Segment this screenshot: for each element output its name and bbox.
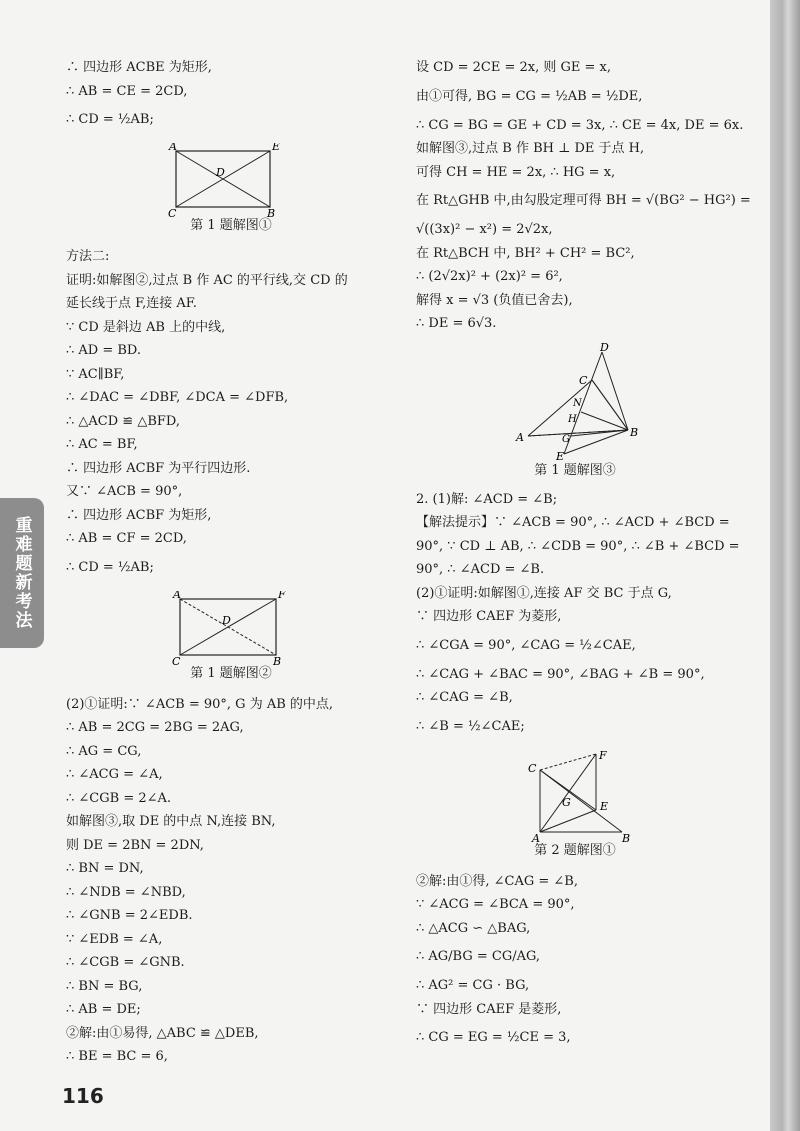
text-line: ∴ CG = BG = GE + CD = 3x, ∴ CE = 4x, DE = 6x. [416, 117, 744, 133]
text-line: ②解:由①易得, △ABC ≌ △DEB, [66, 1025, 259, 1041]
text-line: ∴ BN = DN, [66, 861, 144, 876]
text-line: ∵ 四边形 CAEF 为菱形, [416, 609, 562, 624]
text-line: 由①可得, BG = CG = ½AB = ½DE, [416, 88, 643, 104]
text-line: ∴ ∠CGA = 90°, ∠CAG = ½∠CAE, [416, 637, 636, 653]
text-line: ∴ (2√2x)² + (2x)² = 6², [416, 269, 563, 284]
text-line: 2. (1)解: ∠ACD = ∠B; [416, 491, 558, 507]
label-b: B [267, 207, 276, 217]
label-g: G [562, 433, 570, 445]
text-line: ∴ 四边形 ACBF 为矩形, [66, 507, 212, 523]
label-a: A [532, 831, 540, 842]
text-line: (2)①证明:∵ ∠ACB = 90°, G 为 AB 的中点, [66, 696, 334, 712]
figure-2 [66, 591, 396, 683]
text-line: ∴ AB = CF = 2CD, [66, 531, 187, 546]
text-line: ∴ ∠NDB = ∠NBD, [66, 884, 186, 900]
text-line: ∵ ∠EDB = ∠A, [66, 931, 163, 947]
text-line: ∴ △ACG ∽ △BAG, [416, 920, 531, 936]
text-line: 【解法提示】∵ ∠ACB = 90°, ∴ ∠ACD + ∠BCD = [416, 515, 730, 530]
text-line: ∴ BE = BC = 6, [66, 1049, 168, 1064]
label-c: C [172, 654, 181, 665]
label-c: C [168, 207, 177, 217]
text-line: √((3x)² − x²) = 2√2x, [416, 222, 553, 237]
figure-4 [416, 750, 734, 860]
text-line: ∴ ∠CAG + ∠BAC = 90°, ∠BAG + ∠B = 90°, [416, 666, 705, 682]
text-line: 延长线于点 F,连接 AF. [66, 296, 197, 311]
label-g: G [562, 795, 571, 809]
text-line: ∴ AC = BF, [66, 437, 138, 452]
text-line: ∴ AD = BD. [66, 343, 142, 358]
label-b: B [630, 425, 639, 439]
rectangle-diagram-2 [66, 591, 396, 665]
text-line: 90°, ∵ CD ⊥ AB, ∴ ∠CDB = 90°, ∴ ∠B + ∠BCD = [416, 538, 740, 554]
triangle-diagram-3 [416, 342, 734, 462]
text-line: ∴ ∠CGB = 2∠A. [66, 790, 172, 806]
label-h: H [568, 413, 577, 425]
label-c: C [528, 761, 537, 775]
label-n: N [573, 397, 582, 409]
text-line: ∴ AG² = CG · BG, [416, 978, 530, 993]
text-line: 设 CD = 2CE = 2x, 则 GE = x, [416, 60, 612, 75]
side-tab [0, 498, 44, 648]
text-line: ∴ △ACD ≌ △BFD, [66, 413, 180, 429]
text-line: ∴ DE = 6√3. [416, 316, 497, 331]
figure-caption: 第 1 题解图② [190, 665, 272, 681]
text-line: 90°, ∴ ∠ACD = ∠B. [416, 562, 545, 577]
text-line: ②解:由①得, ∠CAG = ∠B, [416, 873, 578, 889]
text-line: ∴ ∠DAC = ∠DBF, ∠DCA = ∠DFB, [66, 390, 289, 405]
label-f: F [278, 590, 286, 601]
label-b: B [273, 654, 282, 665]
left-column [66, 56, 396, 1069]
text-line: ∴ BN = BG, [66, 978, 143, 994]
figure-1 [66, 143, 396, 235]
text-line: ∴ AG = CG, [66, 743, 142, 759]
side-tab-label: 重难题新考法 [11, 516, 32, 630]
label-a: A [516, 430, 524, 444]
figure-caption: 第 1 题解图① [190, 218, 272, 233]
page-edge [770, 0, 800, 1131]
text-line: ∴ ∠CAG = ∠B, [416, 690, 513, 705]
figure-3 [416, 342, 734, 480]
text-line: ∴ AG/BG = CG/AG, [416, 949, 541, 964]
text-line: ∴ AB = DE; [66, 1002, 141, 1017]
label-d: D [600, 341, 609, 354]
text-line: ∴ 四边形 ACBE 为矩形, [66, 60, 212, 75]
right-column [416, 56, 751, 1055]
figure-caption: 第 2 题解图① [534, 842, 616, 858]
label-c: C [579, 373, 588, 387]
label-d: D [216, 166, 225, 179]
text-line: 在 Rt△GHB 中,由勾股定理可得 BH = √(BG² − HG²) = [416, 193, 751, 208]
label-b: B [622, 831, 631, 842]
text-line: (2)①证明:如解图①,连接 AF 交 BC 于点 G, [416, 585, 672, 601]
text-line: 证明:如解图②,过点 B 作 AC 的平行线,交 CD 的 [66, 272, 348, 288]
text-line: ∴ ∠CGB = ∠GNB. [66, 955, 185, 970]
label-f: F [599, 749, 607, 762]
text-line: 如解图③,取 DE 的中点 N,连接 BN, [66, 814, 276, 829]
text-line: ∴ AB = CE = 2CD, [66, 83, 188, 99]
text-line: 又∵ ∠ACB = 90°, [66, 484, 183, 499]
text-line: 可得 CH = HE = 2x, ∴ HG = x, [416, 164, 616, 180]
text-line: ∴ ∠B = ½∠CAE; [416, 718, 525, 734]
text-line: ∴ 四边形 ACBF 为平行四边形. [66, 460, 251, 476]
text-line: ∴ ∠GNB = 2∠EDB. [66, 908, 193, 923]
text-line: ∴ ∠ACG = ∠A, [66, 767, 163, 782]
text-line: ∴ AB = 2CG = 2BG = 2AG, [66, 720, 244, 735]
text-line: 方法二: [66, 249, 110, 264]
rectangle-diagram-1 [66, 143, 396, 217]
text-line: 解得 x = √3 (负值已舍去), [416, 292, 573, 308]
text-line: 在 Rt△BCH 中, BH² + CH² = BC², [416, 245, 635, 261]
text-line: ∴ CD = ½AB; [66, 112, 154, 127]
text-line: ∵ AC∥BF, [66, 366, 125, 382]
page-number: 116 [62, 1084, 104, 1108]
label-e: E [600, 799, 609, 813]
figure-caption: 第 1 题解图③ [534, 462, 616, 478]
label-d: D [222, 613, 231, 627]
text-line: ∵ CD 是斜边 AB 上的中线, [66, 319, 226, 335]
text-line: 则 DE = 2BN = 2DN, [66, 837, 204, 853]
label-a: A [173, 590, 181, 601]
text-line: ∴ CG = EG = ½CE = 3, [416, 1030, 571, 1045]
label-e: E [272, 143, 281, 153]
text-line: ∴ CD = ½AB; [66, 559, 154, 575]
rhombus-diagram-4 [416, 750, 734, 842]
label-a: A [169, 143, 177, 153]
text-line: 如解图③,过点 B 作 BH ⊥ DE 于点 H, [416, 141, 645, 156]
text-line: ∵ ∠ACG = ∠BCA = 90°, [416, 897, 575, 912]
label-e: E [556, 449, 565, 462]
text-line: ∵ 四边形 CAEF 是菱形, [416, 1001, 562, 1017]
